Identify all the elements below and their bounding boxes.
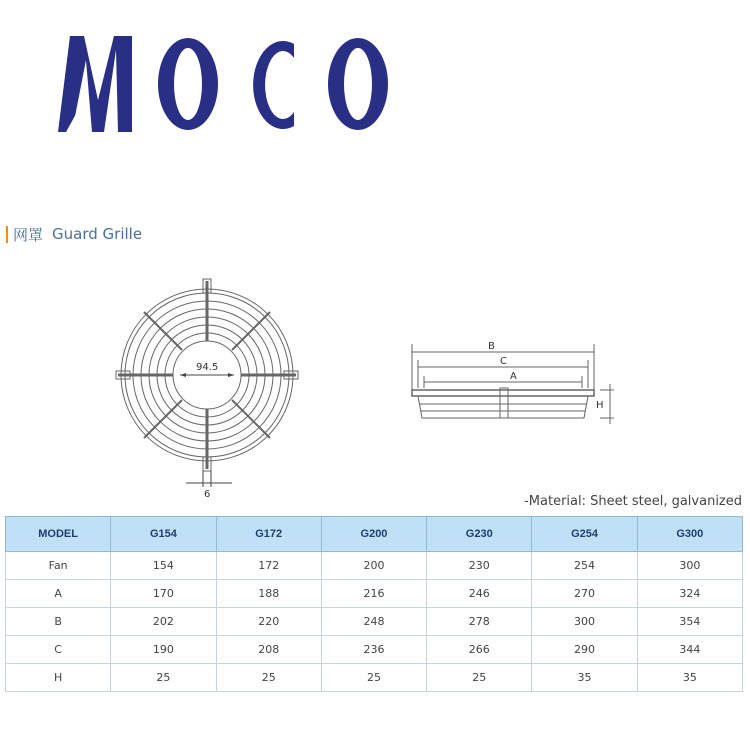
table-cell: 35 xyxy=(637,664,742,692)
row-label: A xyxy=(6,580,111,608)
spec-table xyxy=(5,516,743,692)
row-label: Fan xyxy=(6,552,111,580)
table-cell: 248 xyxy=(321,608,426,636)
side-label-a: A xyxy=(510,371,517,382)
table-cell: 202 xyxy=(111,608,216,636)
header-cell: G300 xyxy=(637,517,742,552)
header-cell: G230 xyxy=(427,517,532,552)
section-heading xyxy=(6,224,142,244)
table-cell: 25 xyxy=(321,664,426,692)
header-cell: G200 xyxy=(321,517,426,552)
table-cell: 324 xyxy=(637,580,742,608)
side-label-h: H xyxy=(596,400,604,411)
table-cell: 35 xyxy=(532,664,637,692)
row-label: H xyxy=(6,664,111,692)
table-cell: 190 xyxy=(111,636,216,664)
header-cell: MODEL xyxy=(6,517,111,552)
row-label: C xyxy=(6,636,111,664)
grille-side-view xyxy=(400,330,625,430)
front-dimension-inner: 94.5 xyxy=(196,362,219,373)
table-cell: 270 xyxy=(532,580,637,608)
table-cell: 354 xyxy=(637,608,742,636)
table-cell: 254 xyxy=(532,552,637,580)
table-cell: 216 xyxy=(321,580,426,608)
section-title-en: Guard Grille xyxy=(52,225,143,243)
header-cell: G254 xyxy=(532,517,637,552)
table-cell: 246 xyxy=(427,580,532,608)
table-cell: 25 xyxy=(216,664,321,692)
table-row xyxy=(6,636,743,664)
header-cell: G172 xyxy=(216,517,321,552)
table-row xyxy=(6,552,743,580)
table-cell: 266 xyxy=(427,636,532,664)
side-label-b: B xyxy=(488,341,495,352)
table-header-row xyxy=(6,517,743,552)
table-cell: 154 xyxy=(111,552,216,580)
table-cell: 25 xyxy=(111,664,216,692)
table-row xyxy=(6,664,743,692)
table-cell: 208 xyxy=(216,636,321,664)
side-label-c: C xyxy=(500,356,507,367)
table-cell: 236 xyxy=(321,636,426,664)
table-cell: 172 xyxy=(216,552,321,580)
table-cell: 170 xyxy=(111,580,216,608)
table-cell: 300 xyxy=(637,552,742,580)
table-cell: 300 xyxy=(532,608,637,636)
table-cell: 200 xyxy=(321,552,426,580)
material-note: -Material: Sheet steel, galvanized xyxy=(524,494,742,509)
grille-front-view xyxy=(110,275,310,500)
table-cell: 290 xyxy=(532,636,637,664)
table-cell: 278 xyxy=(427,608,532,636)
table-cell: 188 xyxy=(216,580,321,608)
table-row xyxy=(6,580,743,608)
accent-bar xyxy=(6,226,8,243)
table-row xyxy=(6,608,743,636)
table-cell: 220 xyxy=(216,608,321,636)
table-cell: 25 xyxy=(427,664,532,692)
section-title-zh: 网罩 xyxy=(13,225,44,244)
moco-logo xyxy=(58,30,398,140)
header-cell: G154 xyxy=(111,517,216,552)
row-label: B xyxy=(6,608,111,636)
front-dimension-bottom: 6 xyxy=(204,489,211,500)
table-cell: 230 xyxy=(427,552,532,580)
table-cell: 344 xyxy=(637,636,742,664)
